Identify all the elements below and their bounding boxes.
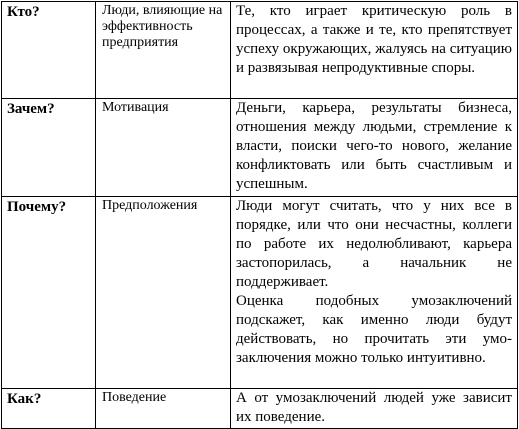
row-description-why [231,99,518,197]
row-key-who: Кто? [2,2,96,99]
table-row [2,389,518,429]
description-paragraph: А от умозаключений людей уже зависит их поведение. [236,390,512,425]
row-key-reason: Почему? [2,197,96,389]
row-key-how: Как? [2,389,96,429]
table-row [2,197,518,389]
row-concept-how: Поведение [96,389,231,429]
description-paragraph: Деньги, карьера, результаты бизнеса, отношения между людьми, стремление к власти, поиски чего-то нового, желание конфликтовать или быть счастливым и успешным. [236,100,512,192]
row-key-why: Зачем? [2,99,96,197]
row-description-who [231,2,518,99]
motivation-table [1,1,518,429]
description-paragraph: Те, кто играет критическую роль в процессах, а также и те, кто препятствует успеху окружающих, жалуясь на ситуацию и развязывая непродуктивные споры. [236,3,512,76]
table-row [2,2,518,99]
table-row [2,99,518,197]
row-description-how [231,389,518,429]
row-concept-who: Люди, влияющие на эффективность предприятия [96,2,231,99]
description-paragraph: Люди могут считать, что у них все в порядке, или что они несчастны, коллеги по работе их недолюбливают, карьера застопорилась, а начальник не поддерживает. [236,198,512,290]
row-description-reason [231,197,518,389]
row-concept-why: Мотивация [96,99,231,197]
row-concept-reason: Предположения [96,197,231,389]
description-paragraph: Оценка подобных умозаключений подскажет, как именно люди будут действовать, но прочитать эти умозаключения можно только интуитивно. [236,293,512,366]
